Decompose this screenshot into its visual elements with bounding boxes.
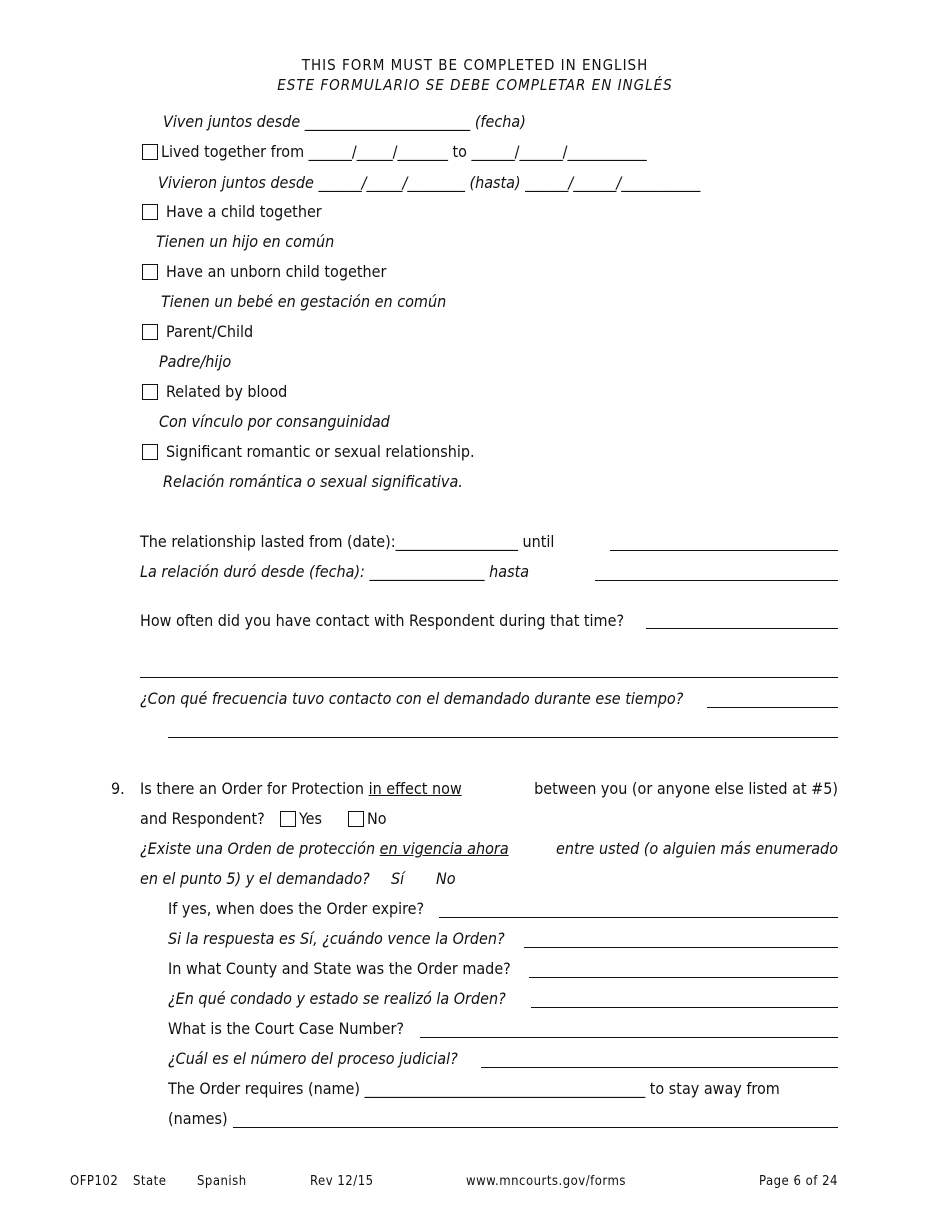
case-number-en: What is the Court Case Number? (168, 1019, 405, 1038)
unborn-child-es: Tienen un bebé en gestación en común (161, 292, 447, 311)
order-yes-checkbox[interactable] (280, 811, 296, 827)
related-blood-en: Related by blood (166, 382, 288, 401)
case-number-field[interactable] (420, 1037, 838, 1038)
question-9-es (140, 839, 838, 859)
question-9-number: 9. (111, 779, 125, 798)
order-county-en: In what County and State was the Order made? (168, 959, 511, 978)
contact-frequency-en: How often did you have contact with Respondent during that time? (140, 611, 625, 630)
contact-frequency-field-2[interactable] (140, 677, 838, 678)
case-number-es: ¿Cuál es el número del proceso judicial? (168, 1049, 458, 1068)
relationship-lasted-en: The relationship lasted from (date):_________________ until (140, 532, 555, 551)
order-expire-field[interactable] (439, 917, 838, 918)
question-9-en-c: and Respondent? (140, 809, 265, 828)
order-county-field[interactable] (529, 977, 838, 978)
order-county-es: ¿En qué condado y estado se realizó la Orden? (168, 989, 506, 1008)
lived-together-en: Lived together from ______/_____/_______ to ______/______/___________ (161, 142, 647, 161)
contact-frequency-es-field-1[interactable] (707, 707, 838, 708)
child-together-checkbox[interactable] (142, 204, 158, 220)
romantic-relationship-en: Significant romantic or sexual relationship. (166, 442, 475, 461)
order-expire-en: If yes, when does the Order expire? (168, 899, 425, 918)
order-si-label: Sí (391, 869, 405, 888)
footer-language: Spanish (197, 1174, 247, 1189)
case-number-es-field[interactable] (481, 1067, 838, 1068)
unborn-child-en: Have an unborn child together (166, 262, 387, 281)
order-no-label: No (367, 809, 387, 828)
parent-child-checkbox[interactable] (142, 324, 158, 340)
order-county-es-field[interactable] (531, 1007, 838, 1008)
contact-frequency-es-field-2[interactable] (168, 737, 838, 738)
order-no-es-label: No (436, 869, 456, 888)
order-requires-text: The Order requires (name) _______________________________________ to stay away from (168, 1079, 780, 1098)
order-expire-es-field[interactable] (524, 947, 838, 948)
contact-frequency-es: ¿Con qué frecuencia tuvo contacto con el demandado durante ese tiempo? (140, 689, 684, 708)
header-spanish-notice: ESTE FORMULARIO SE DEBE COMPLETAR EN INGLÉS (277, 76, 673, 94)
order-names-field[interactable] (233, 1127, 838, 1128)
question-9-es-part-b: entre usted (o alguien más enumerado (555, 839, 838, 858)
related-blood-es: Con vínculo por consanguinidad (159, 412, 390, 431)
relationship-until-field[interactable] (610, 550, 838, 551)
question-9-es-part-a: ¿Existe una Orden de protección en vigencia ahora (140, 839, 509, 858)
question-9-en-part-a: Is there an Order for Protection in effect now (140, 779, 462, 798)
order-yes-label: Yes (299, 809, 323, 828)
contact-frequency-field-1[interactable] (646, 628, 838, 629)
lived-together-checkbox[interactable] (142, 144, 158, 160)
question-9-es-c: en el punto 5) y el demandado? (140, 869, 370, 888)
related-blood-checkbox[interactable] (142, 384, 158, 400)
order-requires-en (168, 1079, 838, 1099)
child-together-es: Tienen un hijo en común (156, 232, 335, 251)
child-together-en: Have a child together (166, 202, 322, 221)
order-names-label: (names) (168, 1109, 228, 1128)
lived-together-es: Vivieron juntos desde ______/_____/________ (hasta) ______/______/___________ (158, 173, 701, 192)
order-expire-es: Si la respuesta es Sí, ¿cuándo vence la Orden? (168, 929, 505, 948)
unborn-child-checkbox[interactable] (142, 264, 158, 280)
order-no-checkbox[interactable] (348, 811, 364, 827)
parent-child-es: Padre/hijo (159, 352, 232, 371)
header-english-notice: THIS FORM MUST BE COMPLETED IN ENGLISH (301, 56, 649, 74)
relationship-hasta-field[interactable] (595, 580, 838, 581)
question-9-en (140, 779, 838, 799)
live-together-es: Viven juntos desde _______________________ (fecha) (163, 112, 526, 131)
footer-form-id: OFP102 (70, 1174, 119, 1189)
romantic-relationship-checkbox[interactable] (142, 444, 158, 460)
question-9-en-part-b: between you (or anyone else listed at #5) (534, 779, 838, 798)
parent-child-en: Parent/Child (166, 322, 254, 341)
footer-url[interactable]: www.mncourts.gov/forms (466, 1174, 626, 1189)
footer-state: State (133, 1174, 167, 1189)
footer-revision: Rev 12/15 (310, 1174, 374, 1189)
romantic-relationship-es: Relación romántica o sexual significativa. (163, 472, 463, 491)
footer-page-number: Page 6 of 24 (759, 1174, 838, 1189)
relationship-lasted-es: La relación duró desde (fecha): ________________ hasta (140, 562, 530, 581)
